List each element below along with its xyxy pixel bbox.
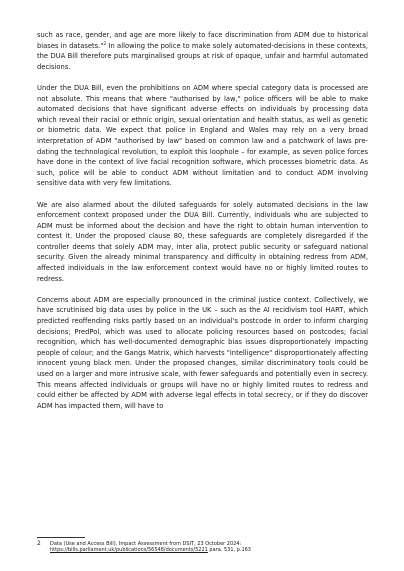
footnote: [37, 541, 368, 554]
footnote-reference[interactable]: 2: [103, 41, 107, 47]
footnote-suffix: para. 531, p.163: [207, 547, 251, 554]
footnote-link[interactable]: https://bills.parliament.uk/publications/56548/documents/5221: [50, 547, 208, 554]
footnote-divider: [37, 537, 85, 538]
footnote-link-line: [50, 547, 368, 553]
footnote-number: 2: [37, 540, 41, 547]
paragraph-3: We are also alarmed about the diluted safeguards for solely automated decisions in the law enforcement context proposed under the DUA Bill. Currently, individuals who are subjected to ADM must be informed about the decision and have the right to obtain human intervention to contest it. Under the proposed clause 80, these safeguards are completely disregarded if the controller deems that solely ADM may, inter alia, protect public security or safeguard national security. Given the already minimal transparency and difficulty in obtaining redress from ADM, affected individuals in the law enforcement context would have no or highly limited routes to redress.: [37, 200, 368, 283]
paragraph-2: Under the DUA Bill, even the prohibitions on ADM where special category data is processed are not absolute. This means that where "authorised by law," police officers will be able to make automated decisions that have significant adverse effects on individuals by processing data which reveal their racial or ethnic origin, sexual orientation and health status, as well as genetic or biometric data. We expect that police in England and Wales may rely on a very broad interpretation of ADM "authorised by law" based on common law and a patchwork of laws pre-dating the technological revolution, to exploit this loophole – for example, as seven police forces have done in the context of live facial recognition software, which processes biometric data. As such, police will be able to conduct ADM without limitation and to conduct ADM involving sensitive data with very few limitations.: [37, 83, 368, 188]
body-text: [37, 30, 368, 422]
paragraph-1: [37, 30, 368, 72]
footnote-body: [50, 541, 368, 554]
paragraph-1-text: such as race, gender, and age are more likely to face discrimination from ADM due to historical biases in datasets.": [37, 31, 368, 50]
paragraph-4: Concerns about ADM are especially pronounced in the criminal justice context. Collectively, we have scrutinised big data uses by police in the UK – such as the AI recidivism tool HART, which predicted reoffending risks partly based on an individual's postcode in order to inform charging decisions; PredPol, which was used to allocate policing resources based on postcodes; facial recognition, which has well-documented demographic bias issues disproportionately impacting people of colour; and the Gangs Matrix, which harvests "intelligence" disproportionately affecting innocent young black men. Under the proposed changes, similar discriminatory tools could be used on a larger and more intrusive scale, with fewer safeguards and potentially even in secrecy. This means affected individuals or groups will have no or highly limited routes to redress and could either be affected by ADM with adverse legal effects in total secrecy, or if they do discover ADM has impacted them, will have to: [37, 295, 368, 410]
paragraph-1-continuation: In allowing the police to make solely automated-decisions in these contexts, the DUA Bill therefore puts marginalised groups at risk of opaque, unfair and harmful automated decisions.: [37, 41, 368, 71]
footnote-text: Data (Use and Access Bill), Impact Assessment from DSIT, 23 October 2024:: [50, 541, 242, 547]
